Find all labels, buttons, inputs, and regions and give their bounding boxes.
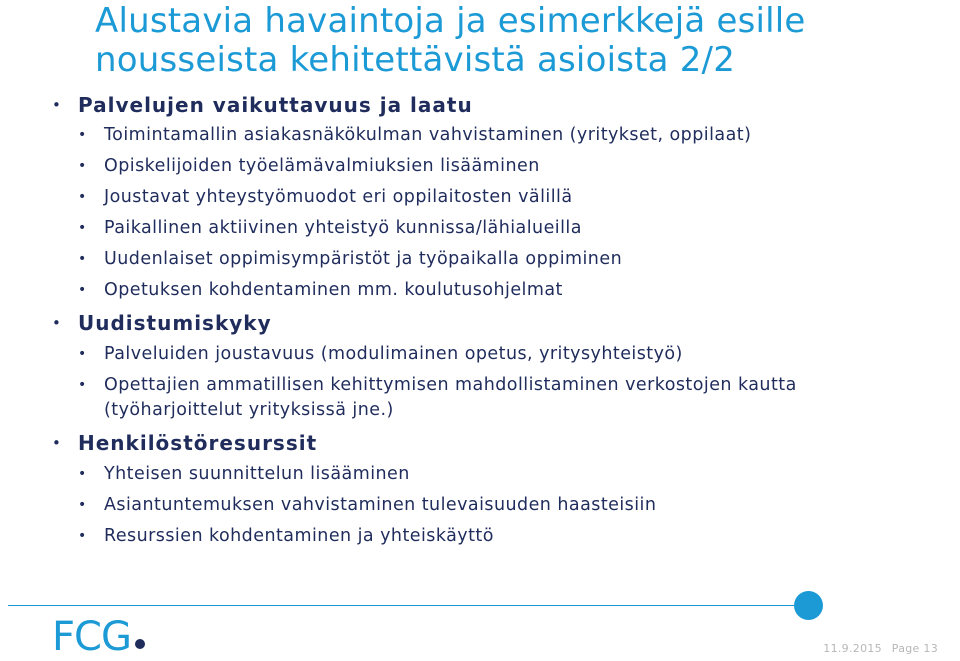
list-item: • Palveluiden joustavuus (modulimainen opetus, yritysyhteistyö) [52,342,932,367]
list-item: • Uudenlaiset oppimisympäristöt ja työpaikalla oppiminen [52,247,932,272]
list-item: • Toimintamallin asiakasnäkökulman vahvistaminen (yritykset, oppilaat) [52,123,932,148]
logo-text: FCG [52,614,131,660]
footer-divider [8,605,808,606]
section-heading: • Palvelujen vaikuttavuus ja laatu [52,92,932,118]
footer-meta [817,642,938,655]
footer-accent-dot [794,591,823,620]
list-item: • Opettajien ammatillisen kehittymisen mahdollistaminen verkostojen kautta (työharjoittelut yrityksissä jne.) [52,373,932,423]
list-item: • Paikallinen aktiivinen yhteistyö kunnissa/lähialueilla [52,216,932,241]
section-heading: • Uudistumiskyky [52,310,932,336]
slide-date: 11.9.2015 [823,642,882,655]
logo-dot-icon [135,639,145,649]
page-number: Page 13 [891,642,938,655]
list-item: • Asiantuntemuksen vahvistaminen tulevaisuuden haasteisiin [52,493,932,518]
list-item: • Opiskelijoiden työelämävalmiuksien lisääminen [52,154,932,179]
list-item: • Opetuksen kohdentaminen mm. koulutusohjelmat [52,278,932,303]
slide-title: Alustavia havaintoja ja esimerkkejä esille nousseista kehitettävistä asioista 2/2 [95,1,806,80]
slide-content [52,92,932,549]
list-item: • Joustavat yhteystyömuodot eri oppilaitosten välillä [52,185,932,210]
fcg-logo [52,614,145,660]
list-item: • Resurssien kohdentaminen ja yhteiskäyttö [52,524,932,549]
list-item: • Yhteisen suunnittelun lisääminen [52,462,932,487]
section-heading: • Henkilöstöresurssit [52,430,932,456]
